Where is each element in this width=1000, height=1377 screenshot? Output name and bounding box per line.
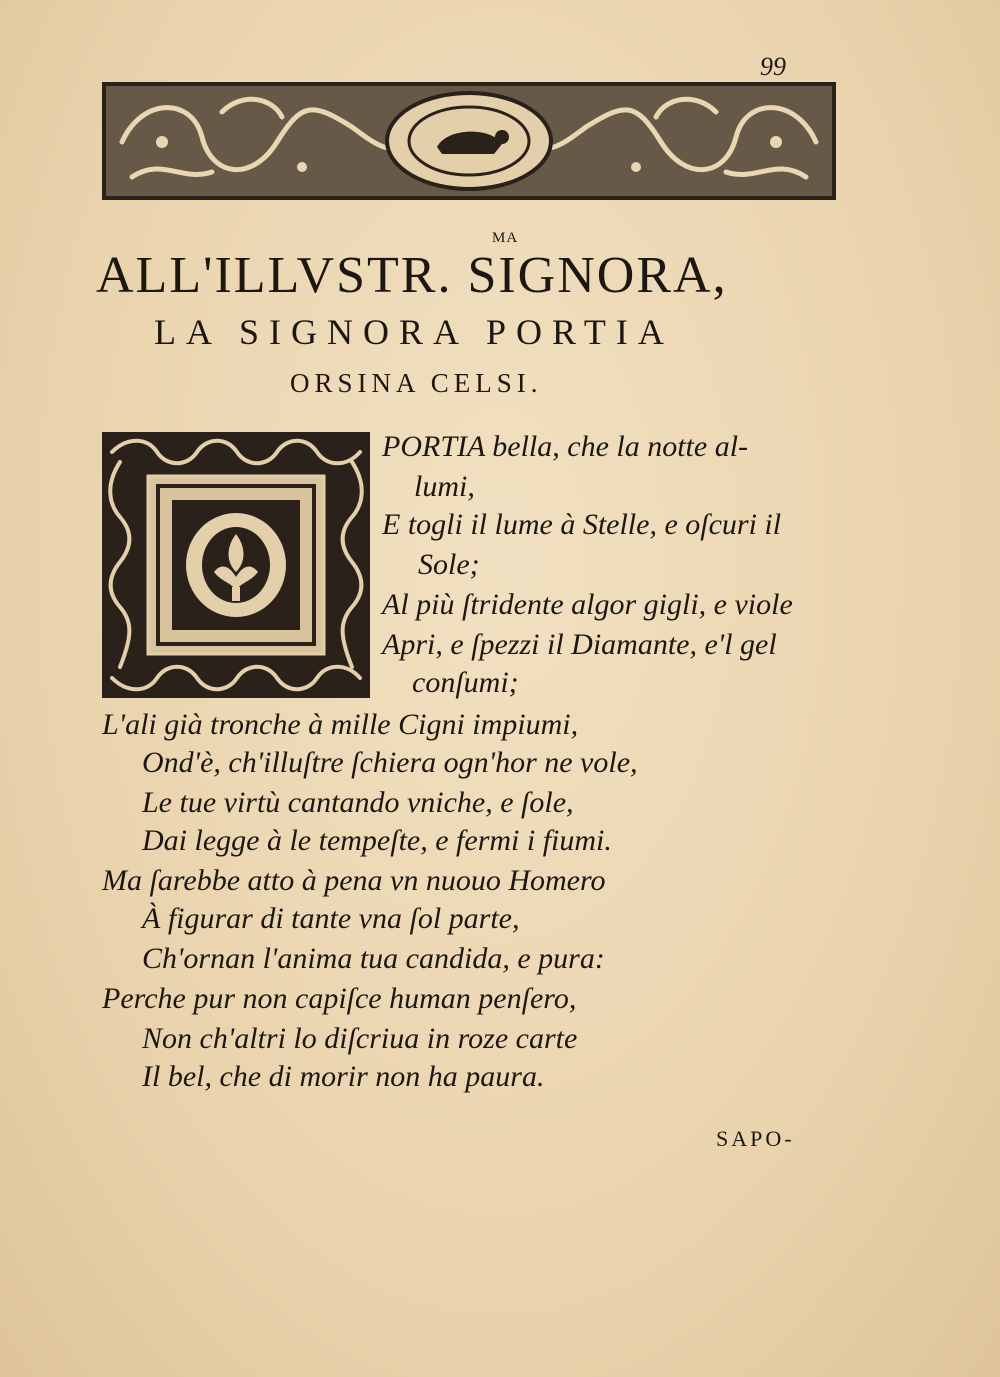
poem-line: L'ali già tronche à mille Cigni impiumi,	[102, 708, 579, 741]
dedication-subtitle: LA SIGNORA PORTIA	[154, 312, 674, 352]
scroll-headpiece-icon	[102, 82, 836, 200]
poem-line: Al più ſtridente algor gigli, e viole	[382, 588, 793, 621]
title-superscript: MA	[492, 230, 519, 246]
poem-line: Ma ſarebbe atto à pena vn nuouo Homero	[102, 864, 606, 897]
decorated-initial-o-icon	[102, 432, 370, 698]
poem-line: lumi,	[414, 470, 475, 503]
poem-line: Apri, e ſpezzi il Diamante, e'l gel	[382, 628, 777, 661]
poem-line: conſumi;	[412, 666, 519, 699]
poem-line: Ch'ornan l'anima tua candida, e pura:	[142, 942, 605, 975]
poem-line: E togli il lume à Stelle, e oſcuri il	[382, 508, 782, 541]
poem-line: Le tue virtù cantando vniche, e ſole,	[142, 786, 574, 819]
poem-line: Ond'è, ch'illuſtre ſchiera ogn'hor ne vole,	[142, 746, 638, 779]
catchword: SAPO-	[716, 1126, 795, 1151]
poem-line: Sole;	[418, 548, 480, 581]
poem-line: Perche pur non capiſce human penſero,	[102, 982, 577, 1015]
poem-line: Non ch'altri lo diſcriua in roze carte	[142, 1022, 578, 1055]
poem-line: Il bel, che di morir non ha paura.	[142, 1060, 545, 1093]
poem-line: PORTIA bella, che la notte al-	[382, 430, 749, 463]
poem-line: Dai legge à le tempeſte, e fermi i fiumi.	[142, 824, 612, 857]
page-number: 99	[760, 52, 786, 81]
dedication-title: ALL'ILLVSTR. SIGNORA,	[96, 247, 728, 304]
poem-line: À figurar di tante vna ſol parte,	[142, 902, 520, 935]
dedication-name: ORSINA CELSI.	[290, 368, 543, 398]
